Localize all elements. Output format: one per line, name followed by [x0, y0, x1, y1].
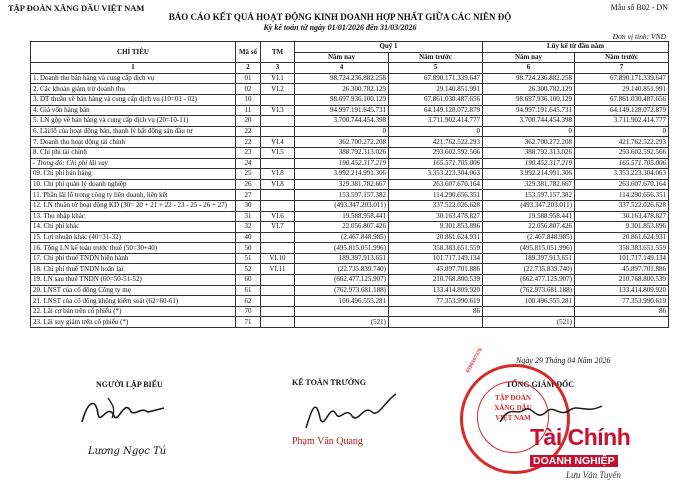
row-label: 23. Lãi suy giảm trên cổ phiếu (*) — [31, 317, 236, 328]
row-q1-this-year: 153.597.157.382 — [295, 190, 389, 201]
table-row — [31, 211, 669, 222]
row-q1-this-year: (762.973.681.188) — [295, 285, 389, 296]
header-quarter: Quý 1 — [295, 42, 483, 53]
row-ytd-last-year: 45.897.701.886 — [575, 264, 669, 275]
row-label: 15. Lợi nhuận khác (40=31-32) — [31, 232, 236, 243]
row-ytd-this-year: 3.700.744.454.398 — [483, 116, 575, 127]
stamp-code: 0100107370 — [465, 347, 484, 374]
table-row — [31, 179, 669, 190]
col-index: 6 — [483, 63, 575, 74]
row-q1-last-year — [389, 317, 483, 328]
preparer-name: Lương Ngọc Tú — [88, 446, 167, 457]
row-note — [261, 306, 295, 317]
row-note: VI.11 — [261, 264, 295, 275]
row-ytd-this-year: 189.397.913.651 — [483, 253, 575, 264]
row-note — [261, 296, 295, 307]
row-q1-this-year: (521) — [295, 317, 389, 328]
watermark-subtitle: DOANH NGHIỆP — [530, 455, 618, 467]
row-note: VI.2 — [261, 84, 295, 95]
row-q1-this-year: (662.477.125.907) — [295, 275, 389, 286]
row-q1-last-year: 165.571.705.006 — [389, 158, 483, 169]
row-note: VI.5 — [261, 147, 295, 158]
row-code: 32 — [236, 222, 261, 233]
header-q1-this-year: Năm nay — [295, 52, 389, 63]
row-ytd-this-year: 153.597.157.382 — [483, 190, 575, 201]
report-title: BÁO CÁO KẾT QUẢ HOẠT ĐỘNG KINH DOANH HỢP NHẤT GIỮA CÁC NIÊN ĐỘ — [168, 12, 512, 22]
row-ytd-this-year: (521) — [483, 317, 575, 328]
row-label: 12. LN thuần từ hoạt động KD (30= 20 + 21 + 22 - 23 - 25 - 26 + 27) — [31, 200, 236, 211]
row-q1-this-year: (495.815.051.996) — [295, 243, 389, 254]
row-ytd-last-year: 0 — [575, 126, 669, 137]
row-label: 1. Doanh thu bán hàng và cung cấp dịch vụ — [31, 73, 236, 84]
row-label: 2. Các khoản giảm trừ doanh thu — [31, 84, 236, 95]
row-q1-last-year: 64.149.128.072.879 — [389, 105, 483, 116]
row-label: 6. Lãi/lỗ của hoạt động bán, thanh lý bất động sản đầu tư — [31, 126, 236, 137]
row-label: 18. Chi phí thuế TNDN hoãn lại — [31, 264, 236, 275]
row-code: 23 — [236, 147, 261, 158]
row-ytd-this-year: 388.792.313.026 — [483, 147, 575, 158]
row-q1-this-year: 189.397.913.651 — [295, 253, 389, 264]
row-ytd-last-year: 358.383.651.559 — [575, 243, 669, 254]
header-ytd-last-year: Năm trước — [575, 52, 669, 63]
row-q1-this-year: (22.735.839.740) — [295, 264, 389, 275]
row-ytd-last-year — [575, 317, 669, 328]
row-label: 19. LN sau thuế TNDN (60=50-51-52) — [31, 275, 236, 286]
accountant-name: Phạm Văn Quang — [292, 436, 363, 447]
col-index: 4 — [295, 63, 389, 74]
row-label: 09. Chi phí bán hàng — [31, 169, 236, 180]
row-code: 71 — [236, 317, 261, 328]
row-code: 25 — [236, 169, 261, 180]
row-note: VI.8 — [261, 179, 295, 190]
row-ytd-last-year: 3.711.902.414.777 — [575, 116, 669, 127]
row-q1-this-year: 3.992.214.991.306 — [295, 169, 389, 180]
row-q1-last-year: 67.861.030.487.656 — [389, 94, 483, 105]
row-q1-last-year: 358.383.651.559 — [389, 243, 483, 254]
row-ytd-this-year: 0 — [483, 126, 575, 137]
row-ytd-this-year: (662.477.125.907) — [483, 275, 575, 286]
row-code: 01 — [236, 73, 261, 84]
table-row — [31, 147, 669, 158]
row-label: 21. LNST của cổ đông không kiểm soát (62=60-61) — [31, 296, 236, 307]
row-ytd-last-year: 133.414.809.920 — [575, 285, 669, 296]
row-code: 02 — [236, 84, 261, 95]
row-code: 11 — [236, 105, 261, 116]
row-code: 27 — [236, 190, 261, 201]
header-code: Mã số — [236, 42, 261, 63]
header-indicator: CHỈ TIÊU — [31, 42, 236, 63]
row-ytd-last-year: 67.861.030.487.656 — [575, 94, 669, 105]
table-row — [31, 264, 669, 275]
director-label: TỔNG GIÁM ĐỐC — [506, 380, 574, 389]
row-q1-last-year: 0 — [389, 126, 483, 137]
row-code: 62 — [236, 296, 261, 307]
row-label: 14. Chi phí khác — [31, 222, 236, 233]
row-label: 17. Chi phí thuế TNDN hiện hành — [31, 253, 236, 264]
row-label: 11. Phần lãi lỗ trong công ty liên doanh, liên kết — [31, 190, 236, 201]
row-code: 70 — [236, 306, 261, 317]
row-q1-last-year: 337.522.026.628 — [389, 200, 483, 211]
col-index: 2 — [236, 63, 261, 74]
stamp-line2: XĂNG DẦU — [494, 404, 532, 412]
row-code: 51 — [236, 253, 261, 264]
row-q1-last-year: 133.414.809.920 — [389, 285, 483, 296]
row-label: 7. Doanh thu hoạt động tài chính — [31, 137, 236, 148]
row-q1-this-year: 329.381.782.667 — [295, 179, 389, 190]
col-index: 1 — [31, 63, 236, 74]
table-row — [31, 285, 669, 296]
row-q1-this-year: 19.588.958.441 — [295, 211, 389, 222]
accountant-label: KẾ TOÁN TRƯỞNG — [292, 378, 366, 387]
row-ytd-this-year: (762.973.681.188) — [483, 285, 575, 296]
row-ytd-last-year: 101.717.149.134 — [575, 253, 669, 264]
row-q1-last-year: 20.861.624.931 — [389, 232, 483, 243]
row-note — [261, 243, 295, 254]
row-ytd-this-year: 329.381.782.667 — [483, 179, 575, 190]
row-q1-this-year — [295, 306, 389, 317]
table-row — [31, 158, 669, 169]
row-note — [261, 126, 295, 137]
row-q1-this-year: 98.724.236.882.258 — [295, 73, 389, 84]
table-row — [31, 169, 669, 180]
row-q1-this-year: 3.700.744.454.398 — [295, 116, 389, 127]
table-row — [31, 317, 669, 328]
row-ytd-last-year: 30.163.478.827 — [575, 211, 669, 222]
row-ytd-this-year: (22.735.839.740) — [483, 264, 575, 275]
row-note — [261, 116, 295, 127]
form-number: Mẫu số B02 - DN — [610, 3, 668, 12]
company-name: TẬP ĐOÀN XĂNG DẦU VIỆT NAM — [8, 3, 145, 13]
row-ytd-this-year: 362.700.272.208 — [483, 137, 575, 148]
row-q1-last-year: 101.717.149.134 — [389, 253, 483, 264]
table-row — [31, 94, 669, 105]
row-ytd-last-year: 263.607.670.164 — [575, 179, 669, 190]
row-label: 5. LN gộp về bán hàng và cung cấp dịch vụ (20=10-11) — [31, 116, 236, 127]
table-row — [31, 105, 669, 116]
row-code: 22 — [236, 126, 261, 137]
row-note — [261, 275, 295, 286]
watermark-title: Tài Chính — [530, 424, 631, 450]
row-label: 22. Lãi cơ bản trên cổ phiếu (*) — [31, 306, 236, 317]
row-ytd-this-year: (493.347.203.011) — [483, 200, 575, 211]
row-code: 24 — [236, 158, 261, 169]
row-label: 4. Giá vốn hàng bán — [31, 105, 236, 116]
row-ytd-last-year: 165.571.705.006 — [575, 158, 669, 169]
row-ytd-last-year: 29.140.851.991 — [575, 84, 669, 95]
report-period: Kỳ kế toán từ ngày 01/01/2026 đến 31/03/2026 — [263, 23, 417, 32]
row-ytd-this-year: (495.815.051.996) — [483, 243, 575, 254]
row-note: VI.4 — [261, 137, 295, 148]
table-row — [31, 126, 669, 137]
row-q1-last-year: 3.353.223.304.063 — [389, 169, 483, 180]
row-ytd-this-year: 98.697.936.100.129 — [483, 94, 575, 105]
row-q1-last-year: 210.768.800.539 — [389, 275, 483, 286]
row-q1-this-year: 388.792.313.026 — [295, 147, 389, 158]
table-row — [31, 200, 669, 211]
currency-unit: Đơn vị tính: VND — [612, 32, 666, 41]
row-code: 22 — [236, 137, 261, 148]
row-q1-last-year: 293.602.592.566 — [389, 147, 483, 158]
row-ytd-this-year — [483, 306, 575, 317]
row-ytd-last-year: 64.149.128.072.879 — [575, 105, 669, 116]
row-ytd-last-year: 3.353.223.304.063 — [575, 169, 669, 180]
row-q1-last-year: 3.711.902.414.777 — [389, 116, 483, 127]
row-code: 30 — [236, 200, 261, 211]
row-q1-last-year: 77.353.990.619 — [389, 296, 483, 307]
row-ytd-last-year: 114.290.656.351 — [575, 190, 669, 201]
row-note — [261, 285, 295, 296]
row-q1-last-year: 263.607.670.164 — [389, 179, 483, 190]
sign-date: Ngày 29 Tháng 04 Năm 2026 — [516, 356, 611, 365]
header-ytd-this-year: Năm nay — [483, 52, 575, 63]
col-index: 7 — [575, 63, 669, 74]
row-ytd-this-year: 190.452.317.219 — [483, 158, 575, 169]
row-note — [261, 200, 295, 211]
row-note — [261, 190, 295, 201]
row-code: 50 — [236, 243, 261, 254]
row-q1-last-year: 114.290.656.351 — [389, 190, 483, 201]
income-statement-table — [30, 41, 669, 328]
row-q1-this-year: 94.997.191.645.731 — [295, 105, 389, 116]
row-ytd-last-year: 20.861.624.931 — [575, 232, 669, 243]
table-row — [31, 222, 669, 233]
row-ytd-last-year: 9.301.853.896 — [575, 222, 669, 233]
row-q1-last-year: 421.762.522.293 — [389, 137, 483, 148]
row-code: 26 — [236, 179, 261, 190]
header-note: TM — [261, 42, 295, 63]
row-q1-this-year: (2.467.848.985) — [295, 232, 389, 243]
row-note: VI.7 — [261, 222, 295, 233]
row-note — [261, 94, 295, 105]
row-ytd-this-year: (2.467.848.985) — [483, 232, 575, 243]
table-row — [31, 137, 669, 148]
row-q1-this-year: 98.697.936.100.129 — [295, 94, 389, 105]
row-ytd-last-year: 337.522.026.628 — [575, 200, 669, 211]
row-q1-last-year: 30.163.478.827 — [389, 211, 483, 222]
row-ytd-this-year: 100.496.555.281 — [483, 296, 575, 307]
row-code: 52 — [236, 264, 261, 275]
table-row — [31, 253, 669, 264]
row-note — [261, 232, 295, 243]
row-label: 3. DT thuần về bán hàng và cung cấp dịch vụ (10=01 - 02) — [31, 94, 236, 105]
row-code: 10 — [236, 94, 261, 105]
header-ytd: Lũy kế từ đầu năm — [483, 42, 669, 53]
row-q1-last-year: 9.301.853.896 — [389, 222, 483, 233]
row-q1-last-year: 67.890.171.339.647 — [389, 73, 483, 84]
table-row — [31, 306, 669, 317]
row-ytd-this-year: 19.588.958.441 — [483, 211, 575, 222]
row-note: VI.1 — [261, 73, 295, 84]
preparer-label: NGƯỜI LẬP BIỂU — [96, 380, 163, 389]
row-code: 20 — [236, 116, 261, 127]
row-label: - Trong đó: Chi phí lãi vay — [31, 158, 236, 169]
row-q1-last-year: 29.140.851.991 — [389, 84, 483, 95]
row-ytd-this-year: 94.997.191.645.731 — [483, 105, 575, 116]
table-row — [31, 296, 669, 307]
row-note: VI.3 — [261, 105, 295, 116]
row-ytd-last-year: 210.768.800.539 — [575, 275, 669, 286]
table-row — [31, 232, 669, 243]
row-code: 60 — [236, 275, 261, 286]
row-code: 61 — [236, 285, 261, 296]
row-note: VI.8 — [261, 169, 295, 180]
row-note: VI.10 — [261, 253, 295, 264]
table-row — [31, 190, 669, 201]
row-ytd-this-year: 98.724.236.882.258 — [483, 73, 575, 84]
table-row — [31, 73, 669, 84]
row-q1-last-year: 45.897.701.886 — [389, 264, 483, 275]
row-q1-last-year: 86 — [389, 306, 483, 317]
col-index: 5 — [389, 63, 483, 74]
row-ytd-this-year: 22.056.807.426 — [483, 222, 575, 233]
row-q1-this-year: 22.056.807.426 — [295, 222, 389, 233]
row-q1-this-year: 26.300.782.129 — [295, 84, 389, 95]
stamp-line1: TẬP ĐOÀN — [495, 394, 531, 402]
row-ytd-this-year: 3.992.214.991.306 — [483, 169, 575, 180]
row-note — [261, 158, 295, 169]
stamp-line3: VIỆT NAM — [495, 414, 531, 422]
table-row — [31, 275, 669, 286]
row-q1-this-year: (493.347.203.011) — [295, 200, 389, 211]
row-note: VI.6 — [261, 211, 295, 222]
row-label: 13. Thu nhập khác — [31, 211, 236, 222]
row-q1-this-year: 100.496.555.281 — [295, 296, 389, 307]
row-q1-this-year: 0 — [295, 126, 389, 137]
row-ytd-last-year: 293.602.592.566 — [575, 147, 669, 158]
row-ytd-last-year: 67.890.171.339.647 — [575, 73, 669, 84]
row-code: 31 — [236, 211, 261, 222]
row-code: 40 — [236, 232, 261, 243]
row-ytd-last-year: 77.353.990.619 — [575, 296, 669, 307]
header-q1-last-year: Năm trước — [389, 52, 483, 63]
table-row — [31, 84, 669, 95]
table-row — [31, 243, 669, 254]
row-ytd-last-year: 421.762.522.293 — [575, 137, 669, 148]
row-note — [261, 317, 295, 328]
col-index: 3 — [261, 63, 295, 74]
director-name: Lưu Văn Tuyến — [566, 470, 621, 480]
row-q1-this-year: 362.700.272.208 — [295, 137, 389, 148]
table-row — [31, 116, 669, 127]
preparer-signature — [78, 392, 168, 430]
row-q1-this-year: 190.452.317.219 — [295, 158, 389, 169]
accountant-signature — [300, 388, 400, 434]
row-label: 8. Chi phí tài chính — [31, 147, 236, 158]
row-label: 16. Tổng LN kế toán trước thuế (50=30+40) — [31, 243, 236, 254]
row-ytd-last-year: 86 — [575, 306, 669, 317]
row-label: 20. LNST của cổ đông Công ty mẹ — [31, 285, 236, 296]
row-label: 10. Chi phí quản lý doanh nghiệp — [31, 179, 236, 190]
watermark-logo — [530, 424, 630, 469]
row-ytd-this-year: 26.300.782.129 — [483, 84, 575, 95]
